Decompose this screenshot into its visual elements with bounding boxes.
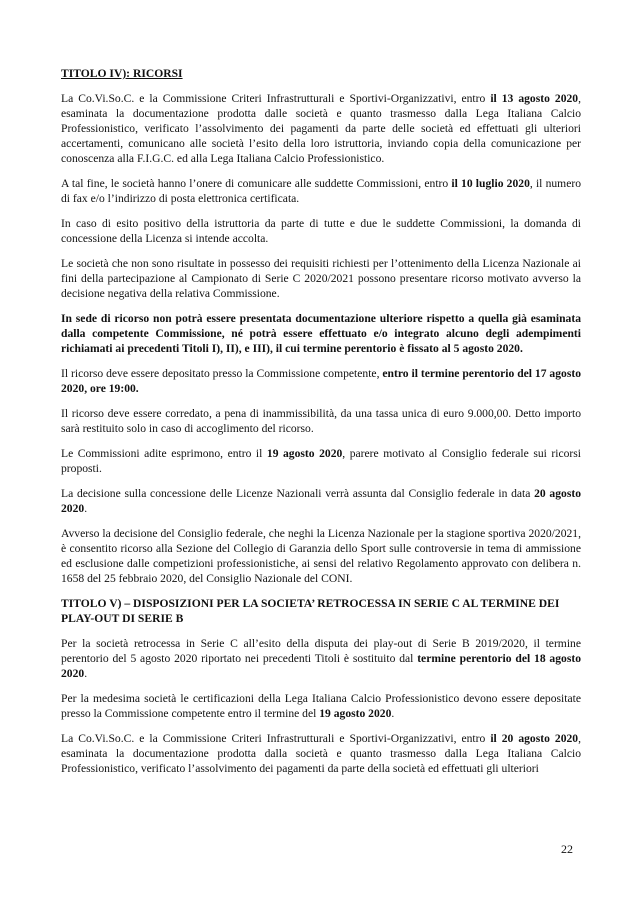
text: La Co.Vi.So.C. e la Commissione Criteri Infrastrutturali e Sportivi-Organizzativi, entro <box>61 732 491 745</box>
paragraph <box>61 91 581 166</box>
text: Le Commissioni adite esprimono, entro il <box>61 447 267 460</box>
text: La decisione sulla concessione delle Licenze Nazionali verrà assunta dal Consiglio federale in data <box>61 487 535 500</box>
text: La Co.Vi.So.C. e la Commissione Criteri Infrastrutturali e Sportivi-Organizzativi, entro <box>61 92 491 105</box>
paragraph <box>61 636 581 681</box>
text: Per la società retrocessa in Serie C all’esito della disputa dei play-out di Serie B 2019/2020, il termine perentorio del 5 agosto 2020 riportato nei precedenti Titoli è sostituito dal <box>61 637 581 665</box>
text: , esaminata la documentazione prodotta dalla società e quanto trasmesso dalla Lega Italiana Calcio Professionistico, verificato l’assolvimento dei pagamenti da parte della società ed effettuati gli ulteriori <box>61 732 581 775</box>
page-content <box>61 66 581 786</box>
text: , parere motivato al Consiglio federale sui ricorsi proposti. <box>61 447 582 475</box>
paragraph <box>61 176 581 206</box>
paragraph <box>61 731 581 776</box>
text: . <box>391 707 395 720</box>
deadline-text: 19 agosto 2020 <box>266 447 343 460</box>
paragraph: Il ricorso deve essere corredato, a pena di inammissibilità, da una tassa unica di euro 9.000,00. Detto importo sarà restituito solo in caso di accoglimento del ricorso. <box>61 407 581 435</box>
text: . <box>84 667 88 680</box>
text: Per la medesima società le certificazioni della Lega Italiana Calcio Professionistico devono essere depositate presso la Commissione competente entro il termine del <box>61 692 581 720</box>
paragraph: In caso di esito positivo della istruttoria da parte di tutte e due le suddette Commissioni, la domanda di concessione della Licenza si intende accolta. <box>61 217 581 245</box>
paragraph: Le società che non sono risultate in possesso dei requisiti richiesti per l’ottenimento della Licenza Nazionale ai fini della partecipazione al Campionato di Serie C 2020/2021 possono presentare ricorso motivato avverso la decisione negativa della relativa Commissione. <box>61 257 581 300</box>
deadline-text: termine perentorio del 18 agosto 2020 <box>61 652 581 680</box>
paragraph <box>61 366 581 396</box>
deadline-text: il 10 luglio 2020 <box>451 177 530 190</box>
deadline-text: il 13 agosto 2020 <box>490 92 579 105</box>
deadline-text: entro il termine perentorio del 17 agosto 2020, ore 19:00. <box>61 367 581 395</box>
section-title-retrocessa: TITOLO V) – DISPOSIZIONI PER LA SOCIETA’ RETROCESSA IN SERIE C AL TERMINE DEI PLAY-OUT DI SERIE B <box>61 597 560 625</box>
paragraph <box>61 691 581 721</box>
paragraph: Avverso la decisione del Consiglio federale, che neghi la Licenza Nazionale per la stagione sportiva 2020/2021, è consentito ricorso alla Sezione del Collegio di Garanzia dello Sport sulle controversie in tema di ammissione ed esclusione dalle competizioni professionistiche, ai sensi del relativo Regolamento approvato con delibera n. 1658 del 25 febbraio 2020, del Consiglio Nazionale del CONI. <box>61 527 581 585</box>
deadline-text: 20 agosto 2020 <box>61 487 581 515</box>
text: , il numero di fax e/o l’indirizzo di posta elettronica certificata. <box>61 177 581 205</box>
deadline-text: 19 agosto 2020 <box>319 707 392 720</box>
text: . <box>84 502 88 515</box>
section-title-ricorsi: TITOLO IV): RICORSI <box>61 67 183 80</box>
paragraph <box>61 486 581 516</box>
text: A tal fine, le società hanno l’onere di comunicare alle suddette Commissioni, entro <box>61 177 452 190</box>
deadline-text: il 20 agosto 2020 <box>490 732 579 745</box>
paragraph-bold: In sede di ricorso non potrà essere presentata documentazione ulteriore rispetto a quella già esaminata dalla competente Commissione, né potrà essere effettuato e/o integrato alcuno degli adempimenti richiamati ai precedenti Titoli I), II), e III), il cui termine perentorio è fissato al 5 agosto 2020. <box>61 312 581 355</box>
paragraph <box>61 446 581 476</box>
page-number: 22 <box>561 842 573 856</box>
text: Il ricorso deve essere depositato presso la Commissione competente, <box>61 367 383 380</box>
text: , esaminata la documentazione prodotta dalle società e quanto trasmesso dalla Lega Italiana Calcio Professionistico, verificato l’assolvimento dei pagamenti da parte delle società ed effettuati gli ulteriori accertamenti, comunicano alle società l’esito della loro istruttoria, inviando copia della comunicazione per conoscenza alla F.I.G.C. ed alla Lega Italiana Calcio Professionistico. <box>61 92 581 165</box>
